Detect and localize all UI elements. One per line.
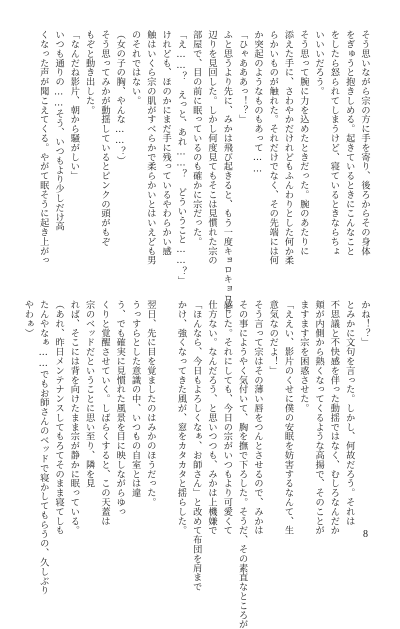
text-line: 部屋で、目の前に眠っているのも確かに宗だった。 <box>190 30 202 247</box>
text-line: たんやなぁ……でもお師さんのベッドで寝かしてもらうの、久しぶり <box>37 300 49 595</box>
text-line: 宗のベッドだということに思い至り、隣を見 <box>83 300 95 488</box>
text-line: 頬が内側から熱くなってくるような高揚で、そのことが <box>313 300 325 535</box>
text-line: をしたら怒られてしまうけど、寝ているときならちょ <box>328 30 340 256</box>
text-line: そう思いながら宗の方に手を寄り、後ろからその身体 <box>359 30 370 256</box>
text-line: のそれではない。 <box>129 30 141 106</box>
text-block-upper <box>35 30 372 312</box>
text-line: その事にようやく気付いて、胸を撫で下ろした。そうだ、その素直なところが <box>236 300 248 629</box>
text-line: 「ひゃあああっ！？」 <box>236 30 248 124</box>
text-line: けれども、ほのかにまだ手に残っているやわらかい感 <box>160 30 172 256</box>
text-line: そう思って腕に力を込めたときだった。腕のあたりに <box>297 30 309 256</box>
text-line: 辺りを見回した。しかし何度見てもそこは見慣れた宗の <box>206 30 218 265</box>
text-line: うっすらとした意識の中、いつもの自室とは違 <box>129 300 141 498</box>
text-line <box>158 300 173 510</box>
text-line: 「ほんなら、今日もよろしくなぁ、お師さん」と改めて布団を肩まで <box>190 300 202 592</box>
text-line: 添えた手に、さわやかだけれどもふんわりとした何か柔 <box>282 30 294 265</box>
text-line: 意気なのだよ！」 <box>267 300 279 376</box>
text-line: う、でも確実に見慣れた風景を目に映しながらゆっ <box>114 300 126 517</box>
text-line: とみかに文句を言った。しかし、何故だろう。それは <box>343 300 355 526</box>
text-line: 感じた。それにしても、今日の宗がいつもより可愛くて <box>221 300 233 535</box>
text-line: ふと思うより先に、みかは飛び起きると、もう一度キョロキョロと <box>221 30 233 312</box>
text-line: そう思ってみかが動揺しているとピンクの頭がもぞ <box>98 30 110 247</box>
text-line: 不思議と不快感を伴った動揺ではなく、むしろなんだか <box>328 300 340 535</box>
text-line: （あれ、昨日メンテナンスしてもろてそのまま寝てしも <box>53 300 65 535</box>
page-number: 8 <box>363 529 368 540</box>
text-line: くりと覚醒させていく。しばらくすると、この天蓋は <box>98 300 110 526</box>
text-line: をぎゅうと抱きしめる。起きているときにこんなこと <box>343 30 355 256</box>
text-line: （女の子の胸、やんな……？） <box>114 30 126 166</box>
text-line: かね！？」 <box>359 300 370 347</box>
text-line: 「なんだね影片、朝から騒がしい」 <box>68 30 80 181</box>
text-line: か突起のようなものもあって…… <box>251 30 263 175</box>
text-line: 「え……？ えっと、あれ……？ どういうこと……？」 <box>175 30 187 286</box>
text-line: らかいものが触れた。それだけでなく、その先端には何 <box>267 30 279 265</box>
text-line: かけ、強くなってきた風が、窓をカタカタと揺らした。 <box>175 300 187 535</box>
text-line: やわぁ） <box>22 300 34 338</box>
text-line: れば、そこには背を向けたまま宗が静かに眠っている。 <box>68 300 80 535</box>
text-line: ますます宗を困惑させた。 <box>297 300 309 413</box>
text-line: くなった声が聞こえてくる。やがて眠そうに起き上がっ <box>37 30 49 265</box>
text-line: 翌日、先に目を覚ましたのはみかのほうだった。 <box>144 300 156 507</box>
text-line: 「ええい、影片のくせに僕の安眠を妨害するなんて、生 <box>282 300 294 535</box>
text-line: 触はいくら宗の肌がすべらかで柔らかいとはいえども男 <box>144 30 156 265</box>
text-line: いつも通りの……そう、いつもより少しだけ高 <box>53 30 65 231</box>
text-block-lower <box>20 300 372 629</box>
text-line: もぞと動き出した。 <box>83 30 95 115</box>
text-line: 仕方ない。なんだろう、と思いつつも、みかは上機嫌で <box>206 300 218 535</box>
text-line: いいいだろう。 <box>313 30 325 96</box>
text-line: そう言って宗はその薄い唇をつんとさせるので、みかは <box>251 300 263 535</box>
